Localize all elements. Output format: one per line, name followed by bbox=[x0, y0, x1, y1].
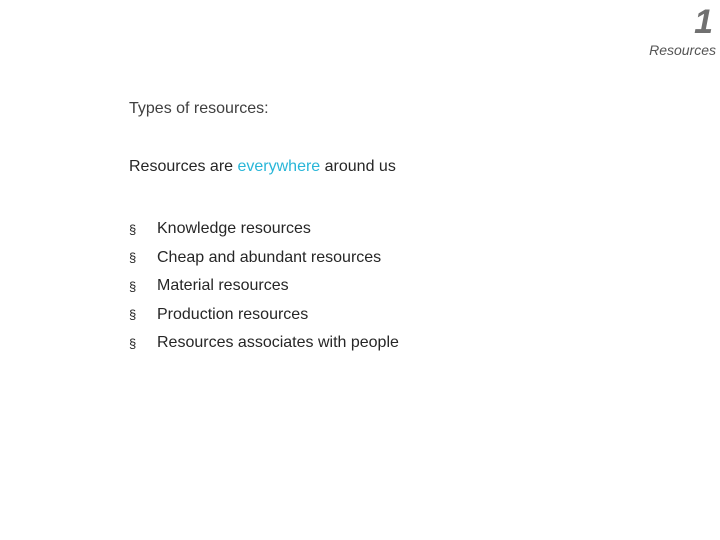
bullet-icon: § bbox=[129, 221, 137, 237]
statement-before: Resources are bbox=[129, 158, 238, 175]
section-label: Resources bbox=[649, 42, 716, 58]
slide-heading: Types of resources: bbox=[129, 100, 269, 117]
statement bbox=[129, 158, 396, 176]
list-item bbox=[129, 272, 399, 301]
bullet-icon: § bbox=[129, 250, 137, 266]
page-number: 1 bbox=[694, 3, 712, 41]
bullet-text: Cheap and abundant resources bbox=[157, 248, 382, 266]
bullet-list bbox=[129, 215, 399, 358]
bullet-text: Resources associates with people bbox=[157, 334, 399, 352]
bullet-text: Knowledge resources bbox=[157, 220, 311, 238]
list-item bbox=[129, 244, 399, 273]
page-corner bbox=[649, 3, 716, 58]
statement-highlight: everywhere bbox=[237, 158, 321, 175]
bullet-icon: § bbox=[129, 278, 137, 294]
bullet-icon: § bbox=[129, 335, 137, 351]
list-item bbox=[129, 215, 399, 244]
bullet-text: Production resources bbox=[157, 305, 309, 323]
list-item bbox=[129, 301, 399, 330]
list-item bbox=[129, 329, 399, 358]
statement-after: around us bbox=[320, 158, 396, 175]
bullet-icon: § bbox=[129, 307, 137, 323]
bullet-text: Material resources bbox=[157, 277, 289, 295]
